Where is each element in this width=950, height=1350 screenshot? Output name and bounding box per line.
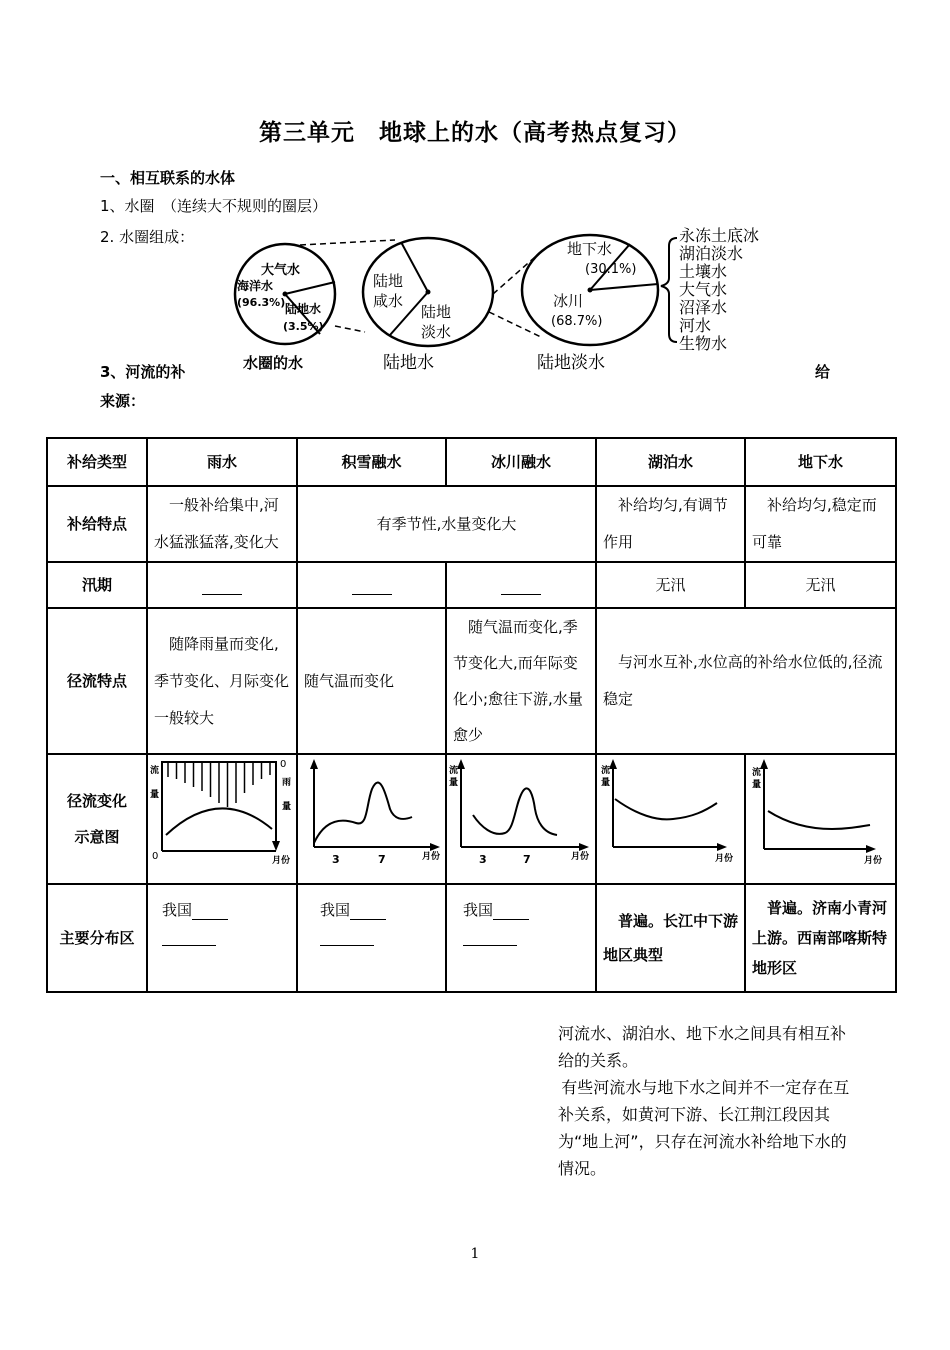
tick-3: 3 (332, 853, 340, 866)
table-row-flood (47, 562, 896, 608)
freshwater-type-item: 永冻土底冰 (679, 226, 760, 245)
axis-arrow (272, 841, 280, 851)
item-composition: 2. 水圈组成： (100, 228, 195, 246)
cell-chart-rain (147, 754, 297, 884)
row-label-charts (47, 754, 147, 884)
cell-feature-lake: 补给均匀,有调节作用 (596, 486, 745, 562)
label-glacier-pct: (68.7%) (551, 314, 603, 329)
header-rain: 雨水 (147, 438, 297, 486)
cell-runoff-lake-ground: 与河水互补,水位高的补给水位低的,径流稳定 (596, 608, 896, 754)
label-glacier: 冰川 (553, 292, 584, 310)
runoff-curve (166, 808, 272, 835)
header-lake-water: 湖泊水 (596, 438, 745, 486)
label-land-water: 陆地水 (285, 302, 322, 316)
header-glacier-melt: 冰川融水 (446, 438, 596, 486)
cell-flood-snow (297, 562, 446, 608)
axis-label-month: 月份 (571, 852, 590, 862)
fill-blank (501, 576, 541, 595)
row-label-feature: 补给特点 (47, 486, 147, 562)
cell-dist-glacier (446, 884, 596, 992)
note-paragraph-2: 有些河流水与地下水之间并不一定存在互补关系，如黄河下游、长江荆江段因其为“地上河”，只存在河流水补给地下水的情况。 (558, 1078, 850, 1178)
cell-runoff-rain: 随降雨量而变化,季节变化、月际变化一般较大 (147, 608, 297, 754)
cell-flood-glacier (446, 562, 596, 608)
chart-label-line1: 径流变化 (66, 792, 127, 810)
rainfall-bars (168, 763, 270, 807)
center-dot (426, 290, 431, 295)
axis-arrow (866, 845, 876, 853)
freshwater-type-item: 生物水 (679, 334, 728, 353)
chart-snowmelt (298, 755, 447, 869)
cell-chart-ground (745, 754, 896, 884)
dist-snow-text: 我国 (320, 901, 351, 919)
river-supply-table (46, 437, 897, 993)
note-paragraphs (558, 1020, 858, 1182)
cell-dist-rain (147, 884, 297, 992)
item-river-supply-cont: 来源： (100, 392, 146, 410)
row-label-runoff: 径流特点 (47, 608, 147, 754)
chart-lake (597, 755, 746, 869)
caption-land-water: 陆地水 (383, 353, 434, 373)
axis-label-flow-2: 量 (449, 778, 459, 788)
cell-flood-rain (147, 562, 297, 608)
axis-label-flow-1: 流 (449, 766, 459, 776)
cell-runoff-glacier: 随气温而变化,季节变化大,而年际变化小;愈往下游,水量愈少 (446, 608, 596, 754)
axis-label-month: 月份 (864, 856, 883, 866)
chart-groundwater (746, 755, 897, 869)
table-row-charts (47, 754, 896, 884)
label-ocean-pct: (96.3%) (237, 296, 286, 309)
section-heading: 一、相互联系的水体 (100, 169, 236, 187)
axis-arrow (760, 759, 768, 769)
axis-label-flow-2: 量 (752, 780, 762, 790)
page-number: 1 (470, 1246, 480, 1262)
cell-feature-snow-glacier: 有季节性,水量变化大 (297, 486, 596, 562)
axis-label-flow-1: 流 (150, 766, 160, 776)
fill-blank (320, 927, 374, 946)
table-row-feature (47, 486, 896, 562)
tick-7: 7 (523, 853, 531, 866)
fill-blank (493, 901, 529, 920)
cell-chart-glacier (446, 754, 596, 884)
label-ground-water: 地下水 (567, 240, 613, 258)
table-header-row (47, 438, 896, 486)
divider-line (590, 284, 658, 290)
caption-land-freshwater: 陆地淡水 (537, 353, 605, 373)
header-ground-water: 地下水 (745, 438, 896, 486)
chart-glacier (447, 755, 597, 869)
fill-blank (350, 901, 386, 920)
axis-label-flow-1: 流 (752, 768, 762, 778)
axis-arrow (579, 843, 589, 851)
freshwater-type-list (679, 226, 759, 353)
freshwater-type-item: 沼泽水 (679, 298, 728, 317)
page-title: 第三单元 地球上的水（高考热点复习） (259, 120, 691, 146)
cell-chart-snow (297, 754, 446, 884)
cell-dist-snow (297, 884, 446, 992)
table-row-runoff (47, 608, 896, 754)
brace-bracket (661, 238, 677, 342)
runoff-curve (473, 788, 557, 835)
axis-zero-top: 0 (280, 759, 287, 770)
label-salt-water-2: 咸水 (373, 292, 404, 310)
table-row-distribution (47, 884, 896, 992)
fill-blank (192, 901, 228, 920)
caption-hydrosphere: 水圈的水 (243, 354, 304, 372)
runoff-curve (314, 783, 412, 843)
tick-7: 7 (378, 853, 386, 866)
axis-label-rain-2: 量 (282, 802, 292, 812)
axis-arrow (717, 843, 727, 851)
cell-dist-ground: 普遍。济南小青河上游。西南部喀斯特地形区 (745, 884, 896, 992)
item-water-sphere: 1、水圈 （连续大不规则的圈层） (100, 197, 328, 215)
connector-dashed (300, 240, 395, 245)
tick-3: 3 (479, 853, 487, 866)
freshwater-type-item: 湖泊淡水 (679, 244, 744, 263)
axis-label-month: 月份 (422, 852, 441, 862)
runoff-curve (768, 811, 870, 829)
note-paragraph-1: 河流水、湖泊水、地下水之间具有相互补给的关系。 (558, 1024, 847, 1070)
label-land-pct: (3.5%) (283, 320, 324, 333)
axis-arrow (310, 759, 318, 769)
axis-label-flow-2: 量 (150, 790, 160, 800)
cell-flood-lake: 无汛 (596, 562, 745, 608)
label-ground-pct: (30.1%) (585, 262, 637, 277)
freshwater-type-item: 土壤水 (679, 262, 728, 281)
label-fresh-water-1: 陆地 (421, 303, 452, 321)
center-dot (588, 288, 593, 293)
cell-dist-lake: 普遍。长江中下游地区典型 (596, 884, 745, 992)
chart-label-line2: 示意图 (74, 828, 120, 846)
axis-zero-bottom: 0 (152, 851, 159, 862)
axis-label-flow-1: 流 (601, 766, 611, 776)
axis-arrow (609, 759, 617, 769)
label-ocean-water: 海洋水 (237, 279, 274, 293)
row-label-distribution: 主要分布区 (47, 884, 147, 992)
cell-feature-rain: 一般补给集中,河水猛涨猛落,变化大 (147, 486, 297, 562)
axis-label-flow-2: 量 (601, 778, 611, 788)
connector-dashed (489, 312, 543, 338)
axis-arrow (430, 843, 440, 851)
connector-dashed (335, 326, 365, 332)
item-river-supply: 3、河流的补 (100, 363, 186, 381)
freshwater-type-item: 河水 (679, 316, 712, 335)
label-fresh-water-2: 淡水 (421, 323, 452, 341)
hydrosphere-diagram (225, 222, 805, 382)
dist-glacier-text: 我国 (463, 901, 494, 919)
fill-blank (463, 927, 517, 946)
header-supply-type: 补给类型 (47, 438, 147, 486)
axis-label-month: 月份 (715, 854, 734, 864)
axis-label-rain-1: 雨 (282, 778, 292, 788)
runoff-curve (615, 799, 717, 819)
dist-rain-text: 我国 (162, 901, 193, 919)
cell-flood-ground: 无汛 (745, 562, 896, 608)
freshwater-type-item: 大气水 (679, 280, 728, 299)
label-atmos-water: 大气水 (261, 263, 301, 278)
cell-chart-lake (596, 754, 745, 884)
fill-blank (162, 927, 216, 946)
axis-label-month: 月份 (272, 856, 291, 866)
fill-blank (202, 576, 242, 595)
item-river-supply-end: 给 (815, 363, 831, 381)
axis-arrow (457, 759, 465, 769)
cell-feature-ground: 补给均匀,稳定而可靠 (745, 486, 896, 562)
divider-line (285, 282, 335, 294)
row-label-flood: 汛期 (47, 562, 147, 608)
divider-line (401, 242, 428, 292)
fill-blank (352, 576, 392, 595)
cell-runoff-snow: 随气温而变化 (297, 608, 446, 754)
label-salt-water-1: 陆地 (373, 272, 404, 290)
header-snowmelt: 积雪融水 (297, 438, 446, 486)
chart-rain (148, 755, 298, 869)
